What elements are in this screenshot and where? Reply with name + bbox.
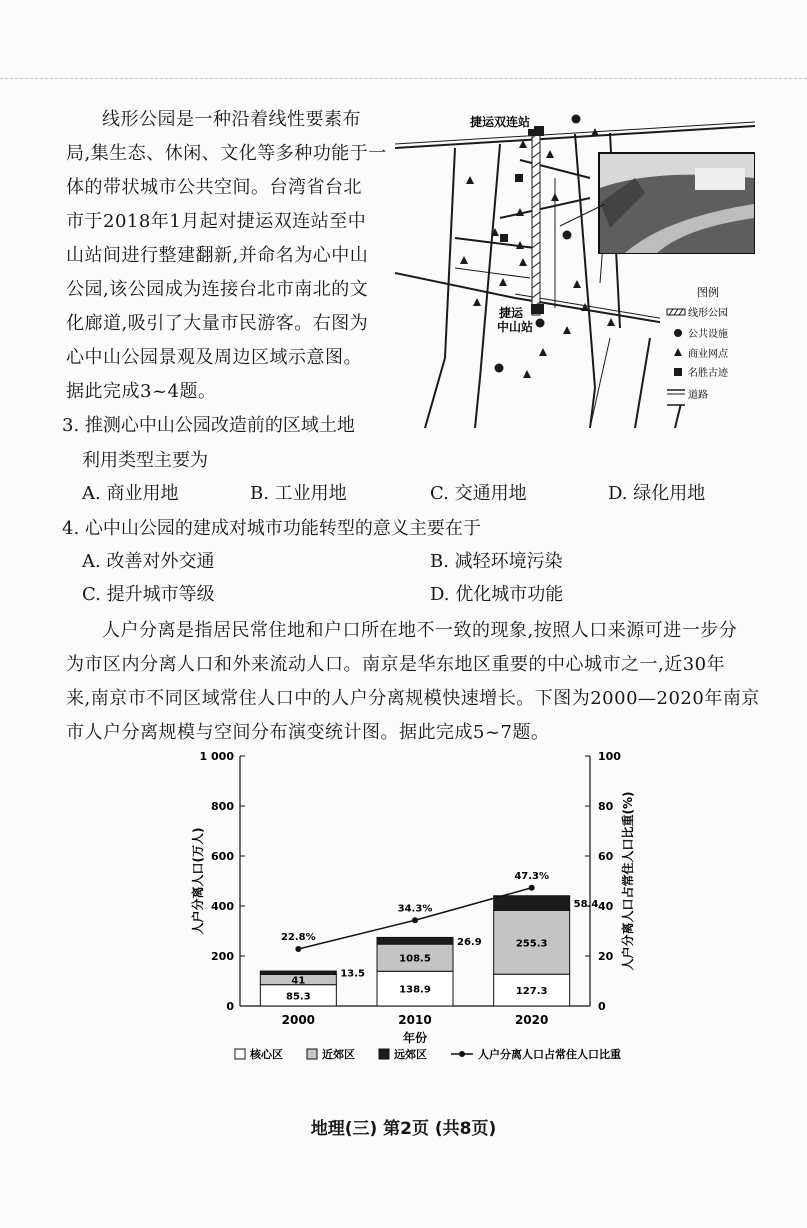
q4-option-c[interactable]: C. 提升城市等级 xyxy=(82,584,215,605)
para2-line: 为市区内分离人口和外来流动人口。南京是华东地区重要的中心城市之一,近30年 xyxy=(66,654,726,675)
q3-option-c[interactable]: C. 交通用地 xyxy=(430,483,527,504)
bar-value-label: 58.4 xyxy=(573,899,599,911)
y-tick-label: 600 xyxy=(211,850,234,863)
ratio-point xyxy=(529,885,535,891)
x-tick-label: 2000 xyxy=(281,1013,316,1027)
intro-line: 体的带状城市公共空间。台湾省台北 xyxy=(66,177,362,198)
top-edge-line xyxy=(0,78,807,79)
legend-label: 商业网点 xyxy=(688,349,728,360)
legend-swatch xyxy=(307,1049,317,1059)
intro-line: 公园,该公园成为连接台北市南北的文 xyxy=(66,279,369,300)
bar-value-label: 255.3 xyxy=(515,938,548,950)
x-axis-title: 年份 xyxy=(402,1031,428,1045)
y-axis-title: 人户分离人口(万人) xyxy=(191,827,205,935)
chart-legend xyxy=(235,1047,621,1061)
bar-value-label: 108.5 xyxy=(399,953,431,965)
public-facility-icon xyxy=(536,319,545,328)
y2-tick-label: 40 xyxy=(598,900,614,913)
page-footer: 地理(三) 第2页 (共8页) xyxy=(310,1119,497,1139)
legend-label: 名胜古迹 xyxy=(688,368,728,379)
historic-legend-icon xyxy=(674,368,682,376)
bar-segment xyxy=(377,937,453,944)
station-bottom-label: 中山站 xyxy=(497,320,534,334)
bar-value-label: 13.5 xyxy=(340,968,366,980)
legend-swatch xyxy=(235,1049,245,1059)
y-tick-label: 0 xyxy=(226,1000,234,1013)
legend-label: 道路 xyxy=(688,390,708,401)
intro-line: 化廊道,吸引了大量市民游客。右图为 xyxy=(66,313,369,334)
bar-value-label: 41 xyxy=(291,975,306,987)
legend-point xyxy=(459,1051,465,1057)
map-legend xyxy=(660,280,755,405)
station-bottom-label: 捷运 xyxy=(499,306,524,320)
q4-option-b[interactable]: B. 减轻环境污染 xyxy=(430,551,563,572)
q3-option-b[interactable]: B. 工业用地 xyxy=(250,483,347,504)
legend-label: 人户分离人口占常住人口比重 xyxy=(478,1048,621,1061)
para2-line: 人户分离是指居民常住地和户口所在地不一致的现象,按照人口来源可进一步分 xyxy=(102,620,738,641)
q4-option-a[interactable]: A. 改善对外交通 xyxy=(82,551,215,572)
bar-segment xyxy=(260,971,336,974)
q4-stem: 4. 心中山公园的建成对城市功能转型的意义主要在于 xyxy=(62,518,481,539)
bar-value-label: 26.9 xyxy=(457,936,482,948)
x-tick-label: 2010 xyxy=(398,1013,432,1027)
ratio-label: 47.3% xyxy=(514,870,550,882)
x-tick-label: 2020 xyxy=(514,1013,549,1027)
y2-tick-label: 80 xyxy=(598,800,614,813)
bar-value-label: 127.3 xyxy=(515,986,548,998)
public-facility-icon xyxy=(572,115,581,124)
ratio-label: 34.3% xyxy=(397,903,433,915)
intro-line: 心中山公园景观及周边区域示意图。 xyxy=(66,347,362,368)
public-facility-icon xyxy=(495,364,504,373)
intro-line: 山站间进行整建翻新,并命名为心中山 xyxy=(66,245,369,266)
bar-value-label: 85.3 xyxy=(285,991,311,1003)
intro-line: 市于2018年1月起对捷运双连站至中 xyxy=(66,211,367,232)
bar-segment xyxy=(494,896,570,911)
q3-option-d[interactable]: D. 绿化用地 xyxy=(608,483,706,504)
public-facility-icon xyxy=(563,231,572,240)
intro-line: 线形公园是一种沿着线性要素布 xyxy=(102,109,361,130)
y2-axis-title: 人户分离人口占常住人口比重(%) xyxy=(621,791,635,971)
park-photo xyxy=(599,153,755,253)
y-tick-label: 800 xyxy=(211,800,234,813)
intro-line: 局,集生态、休闲、文化等多种功能于一 xyxy=(66,143,387,164)
intro-paragraph xyxy=(66,103,392,409)
legend-label: 近郊区 xyxy=(322,1048,355,1061)
q3-stem: 利用类型主要为 xyxy=(82,450,208,471)
legend-label: 线形公园 xyxy=(688,308,728,319)
y-tick-label: 400 xyxy=(211,900,234,913)
legend-label: 远郊区 xyxy=(394,1048,427,1061)
y2-tick-label: 0 xyxy=(598,1000,606,1013)
q4-option-d[interactable]: D. 优化城市功能 xyxy=(430,584,564,605)
y2-tick-label: 100 xyxy=(598,750,621,763)
paragraph-2 xyxy=(66,614,766,750)
y-tick-label: 200 xyxy=(211,950,234,963)
historic-site-icon xyxy=(515,174,523,182)
y2-tick-label: 20 xyxy=(598,950,614,963)
station-top-label: 捷运双连站 xyxy=(470,115,531,129)
y2-tick-label: 60 xyxy=(598,850,614,863)
q3-stem: 3. 推测心中山公园改造前的区域土地 xyxy=(62,415,355,436)
bar-value-label: 138.9 xyxy=(399,984,431,996)
para2-line: 来,南京市不同区域常住人口中的人户分离规模快速增长。下图为2000—2020年南京 xyxy=(66,688,760,709)
ratio-point xyxy=(412,917,418,923)
public-facility-legend-icon xyxy=(674,329,682,337)
legend-label: 核心区 xyxy=(250,1048,283,1061)
population-chart xyxy=(180,740,660,1080)
para2-line: 市人户分离规模与空间分布演变统计图。据此完成5~7题。 xyxy=(66,722,550,743)
legend-swatch xyxy=(379,1049,389,1059)
q3-option-a[interactable]: A. 商业用地 xyxy=(82,483,179,504)
legend-label: 公共设施 xyxy=(688,329,728,340)
intro-line: 据此完成3~4题。 xyxy=(66,381,217,402)
ratio-point xyxy=(295,946,301,952)
y-tick-label: 1 000 xyxy=(199,750,234,763)
legend-title: 图例 xyxy=(697,286,719,299)
historic-site-icon xyxy=(500,234,508,242)
ratio-label: 22.8% xyxy=(280,932,316,943)
park-map xyxy=(395,108,755,428)
